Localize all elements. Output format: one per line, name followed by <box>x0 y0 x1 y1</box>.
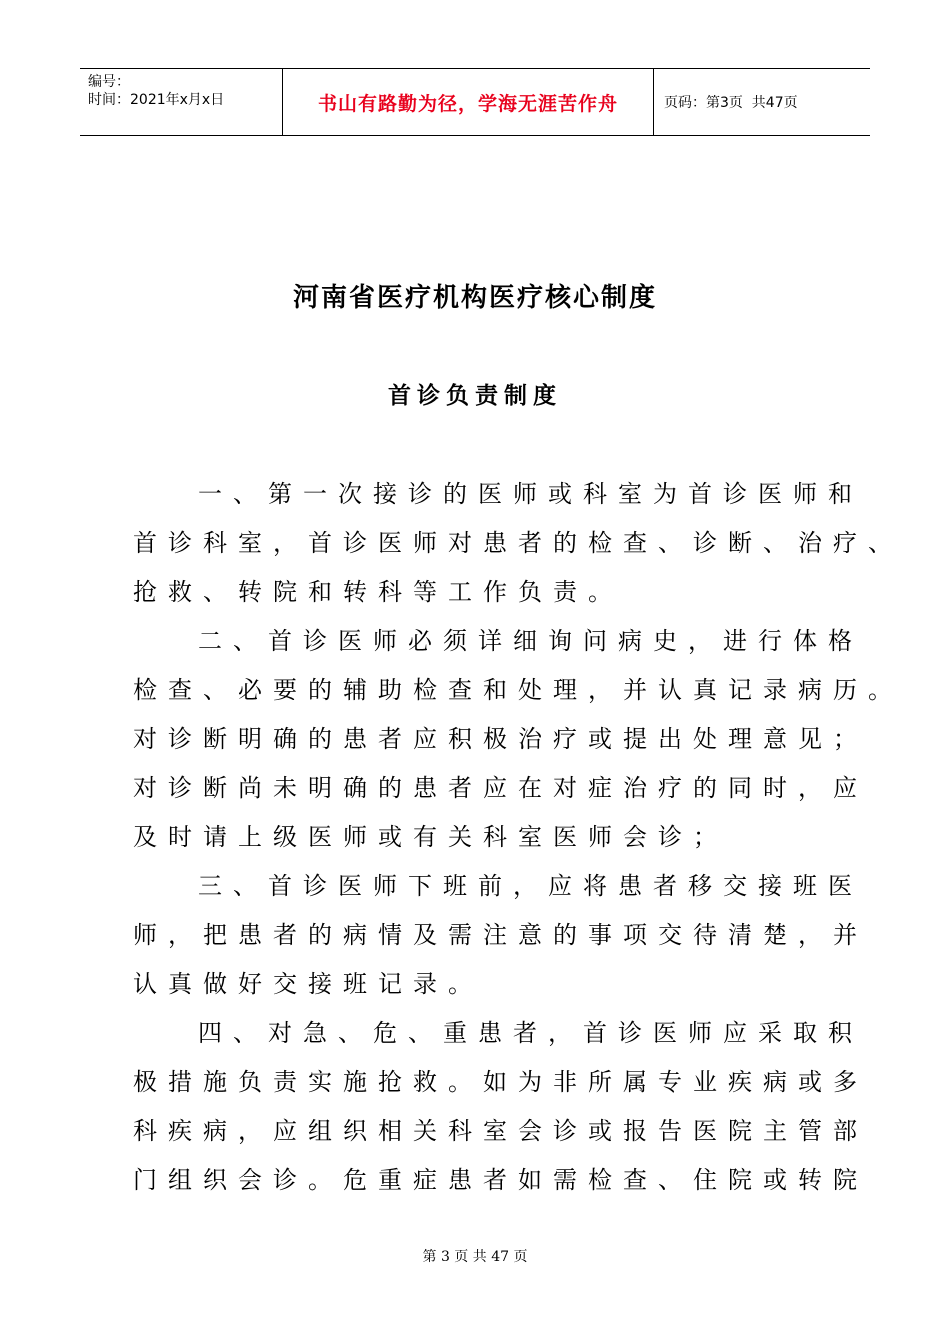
body-line: 首诊科室，首诊医师对患者的检查、诊断、治疗、 <box>133 529 903 557</box>
header-page-label: 页码：第3页 共47页 <box>664 95 798 111</box>
document-title: 河南省医疗机构医疗核心制度 <box>292 283 657 313</box>
header-motto <box>282 69 654 135</box>
body-line: 对诊断尚未明确的患者应在对症治疗的同时，应 <box>133 774 868 802</box>
body-line: 极措施负责实施抢救。如为非所属专业疾病或多 <box>133 1068 868 1096</box>
body-line: 对诊断明确的患者应积极治疗或提出处理意见； <box>133 725 868 753</box>
document-number-label: 编号： <box>88 74 130 90</box>
page-header <box>80 68 870 136</box>
motto-text: 书山有路勤为径，学海无涯苦作舟 <box>317 92 618 115</box>
footer-page-number: 第 3 页 共 47 页 <box>422 1249 528 1265</box>
section-title: 首诊负责制度 <box>388 383 562 409</box>
body-line: 及时请上级医师或有关科室医师会诊； <box>133 823 728 851</box>
body-line: 师，把患者的病情及需注意的事项交待清楚，并 <box>133 921 868 949</box>
body-line: 一、第一次接诊的医师或科室为首诊医师和 <box>198 480 863 508</box>
body-line: 四、对急、危、重患者，首诊医师应采取积 <box>198 1019 863 1047</box>
header-page-info <box>654 69 870 135</box>
body-line: 二、首诊医师必须详细询问病史，进行体格 <box>198 627 863 655</box>
page-footer <box>0 1246 950 1266</box>
body-line: 三、首诊医师下班前，应将患者移交接班医 <box>198 872 863 900</box>
body-line: 抢救、转院和转科等工作负责。 <box>133 578 623 606</box>
body-line: 认真做好交接班记录。 <box>133 970 483 998</box>
header-meta <box>80 69 282 135</box>
document-time-label: 时间：2021年x月x日 <box>88 92 225 108</box>
body-line: 科疾病，应组织相关科室会诊或报告医院主管部 <box>133 1117 868 1145</box>
body-line: 门组织会诊。危重症患者如需检查、住院或转院 <box>133 1166 868 1194</box>
body-line: 检查、必要的辅助检查和处理，并认真记录病历。 <box>133 676 903 704</box>
